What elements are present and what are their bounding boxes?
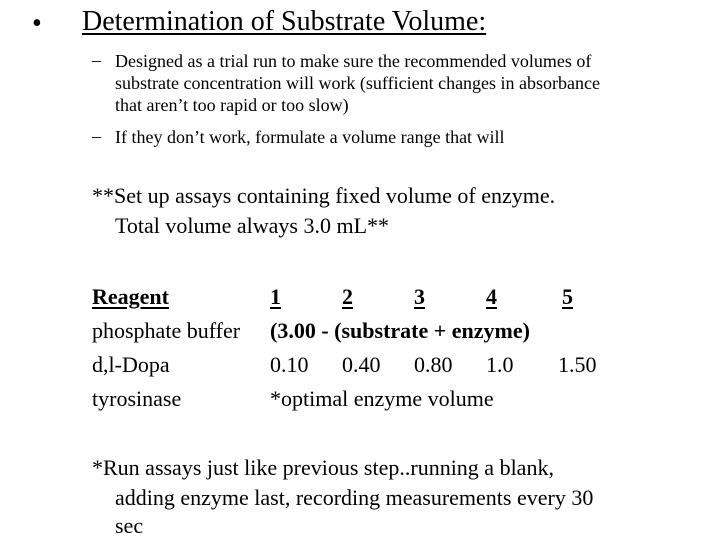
table-cell: 0.10 xyxy=(270,352,309,377)
table-cell: 0.80 xyxy=(414,352,453,377)
sub-bullet-1-line-2: substrate concentration will work (sufficient changes in absorbance xyxy=(115,73,601,93)
table-header-col-5: 5 xyxy=(562,284,573,309)
table-row-label: phosphate buffer xyxy=(92,318,241,343)
table-header-col-3: 3 xyxy=(414,284,425,309)
note-run-line-1: *Run assays just like previous step..running a blank, xyxy=(92,455,554,480)
table-header-col-1: 1 xyxy=(270,284,281,309)
table-cell: 0.40 xyxy=(342,352,381,377)
table-header-reagent: Reagent xyxy=(92,284,169,309)
sub-bullet-1-line-1: Designed as a trial run to make sure the recommended volumes of xyxy=(115,51,592,71)
table-row-label: d,l-Dopa xyxy=(92,352,170,377)
table-cell: 1.50 xyxy=(558,352,597,377)
note-run-line-3: sec xyxy=(115,513,144,538)
table-header-col-4: 4 xyxy=(486,284,497,309)
heading-bullet: • xyxy=(32,8,42,39)
heading: Determination of Substrate Volume: xyxy=(82,6,487,37)
table-row-label: tyrosinase xyxy=(92,386,182,411)
table-header-col-2: 2 xyxy=(342,284,353,309)
note-run-line-2: adding enzyme last, recording measurements every 30 xyxy=(115,485,594,510)
sub-bullet-dash: – xyxy=(92,126,101,146)
table-cell: 1.0 xyxy=(486,352,514,377)
table-row-value: *optimal enzyme volume xyxy=(270,386,494,411)
note-setup-line-1: **Set up assays containing fixed volume of enzyme. xyxy=(92,183,556,208)
sub-bullet-dash: – xyxy=(92,50,101,70)
table-row-value: (3.00 - (substrate + enzyme) xyxy=(270,318,530,343)
sub-bullet-2-line-1: If they don’t work, formulate a volume range that will xyxy=(115,127,505,147)
note-setup-line-2: Total volume always 3.0 mL** xyxy=(115,213,390,238)
sub-bullet-1-line-3: that aren’t too rapid or too slow) xyxy=(115,95,349,115)
